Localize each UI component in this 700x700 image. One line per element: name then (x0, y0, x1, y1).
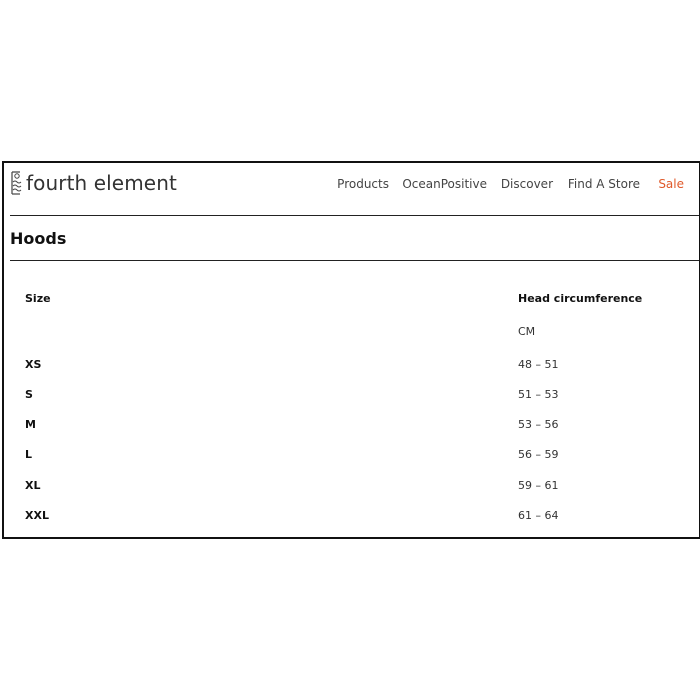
header-divider (10, 215, 699, 216)
table-row-cm: 53 – 56 (518, 418, 559, 431)
brand-logo[interactable] (10, 170, 177, 196)
unit-label: CM (518, 325, 536, 338)
table-row-size: S (25, 388, 33, 401)
table-row-size: XL (25, 479, 41, 492)
nav-item-oceanpositive[interactable]: OceanPositive (402, 177, 487, 191)
nav-item-sale[interactable]: Sale (658, 177, 684, 191)
title-divider (10, 260, 699, 261)
page-title: Hoods (10, 229, 67, 248)
table-row-size: XXL (25, 509, 49, 522)
table-row-cm: 48 – 51 (518, 358, 559, 371)
site-header (4, 163, 699, 215)
table-row-cm: 56 – 59 (518, 448, 559, 461)
table-row-cm: 51 – 53 (518, 388, 559, 401)
table-row-size: L (25, 448, 33, 461)
column-header-head-circumference: Head circumference (518, 292, 643, 305)
table-row-cm: 59 – 61 (518, 479, 559, 492)
nav-item-discover[interactable]: Discover (500, 177, 553, 191)
nav-item-products[interactable]: Products (337, 177, 389, 191)
wave-logo-icon (10, 170, 22, 196)
nav-item-find-a-store[interactable]: Find A Store (567, 177, 640, 191)
column-header-size: Size (25, 292, 51, 305)
table-row-size: M (25, 418, 36, 431)
page-frame (2, 161, 700, 539)
table-row-size: XS (25, 358, 42, 371)
table-row-cm: 61 – 64 (518, 509, 559, 522)
brand-name: fourth element (26, 171, 177, 195)
